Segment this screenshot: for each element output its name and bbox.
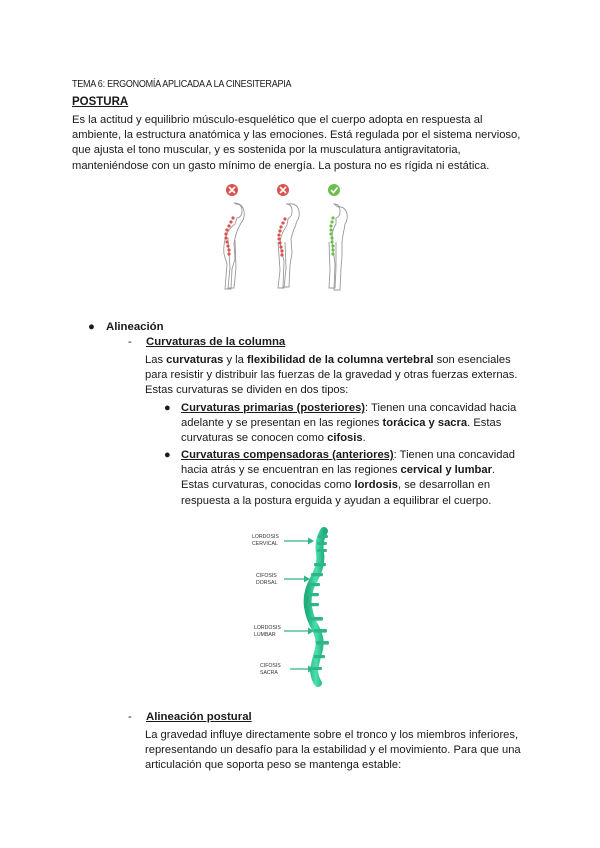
alineacion-postural-paragraph: La gravedad influye directamente sobre el tronco y los miembros inferiores, representando un desafío para la estabilidad y el movimiento. Para que una articulación que soporta peso se mantenga estable:	[145, 729, 521, 772]
spine-label-4b: SACRA	[260, 670, 278, 676]
curvaturas-heading: Curvaturas de la columna	[146, 336, 286, 348]
sub-bullet-icon: ●	[164, 449, 171, 461]
posture-figure-3	[328, 184, 347, 290]
alineacion-label: Alineación	[106, 321, 164, 333]
intro-paragraph: Es la actitud y equilibrio músculo-esquelético que el cuerpo adopta en respuesta al ambiente, la estructura anatómica y las emociones. Está regulada por el sistema nervioso, que ajusta el tono muscular, y es sostenida por la musculatura antigravitatoria, manteniéndose con un gasto mínimo de energía. La postura no es rígida ni estática.	[72, 114, 521, 172]
spine-shape	[308, 531, 324, 683]
section-title: POSTURA	[72, 96, 129, 108]
spine-label-3b: LUMBAR	[254, 632, 276, 638]
check-icon	[328, 184, 340, 196]
posture-figure-2	[277, 184, 299, 288]
spine-label-2b: DORSAL	[256, 580, 278, 586]
sub-bullet-icon: ●	[164, 402, 171, 414]
alineacion-postural-heading: Alineación postural	[146, 711, 252, 723]
bullet-icon: ●	[88, 321, 95, 333]
spine-label-4a: CIFOSIS	[260, 663, 281, 669]
spine-label-1b: CERVICAL	[252, 541, 278, 547]
spine-curvatures-figure	[250, 525, 360, 690]
spine-label-2a: CIFOSIS	[256, 573, 277, 579]
curvaturas-primarias-item: ● Curvaturas primarias (posteriores): Tienen una concavidad hacia adelante y se presentan en las regiones torácica y sacra. Estas curvaturas se conocen como cifosis.	[164, 402, 517, 445]
topic-heading: TEMA 6: ERGONOMÍA APLICADA A LA CINESITERAPIA	[72, 78, 292, 90]
spine-label-1a: LORDOSIS	[252, 534, 279, 540]
dash-icon: -	[128, 711, 132, 723]
curvaturas-compensadoras-item: ● Curvaturas compensadoras (anteriores): Tienen una concavidad hacia atrás y se encuentran en las regiones cervical y lumbar. Estas curvaturas, conocidas como lordosis, se desarrollan en respuesta a la postura erguida y ayudan a equilibrar el cuerpo.	[164, 449, 515, 507]
curvaturas-paragraph: Las curvaturas y la flexibilidad de la columna vertebral son esenciales para resistir y distribuir las fuerzas de la gravedad y otras fuerzas externas. Estas curvaturas se dividen en dos tipos:	[145, 354, 518, 397]
posture-figure-1	[224, 184, 244, 289]
posture-figures	[206, 182, 366, 294]
spine-label-3a: LORDOSIS	[254, 625, 281, 631]
dash-icon: -	[128, 336, 132, 348]
